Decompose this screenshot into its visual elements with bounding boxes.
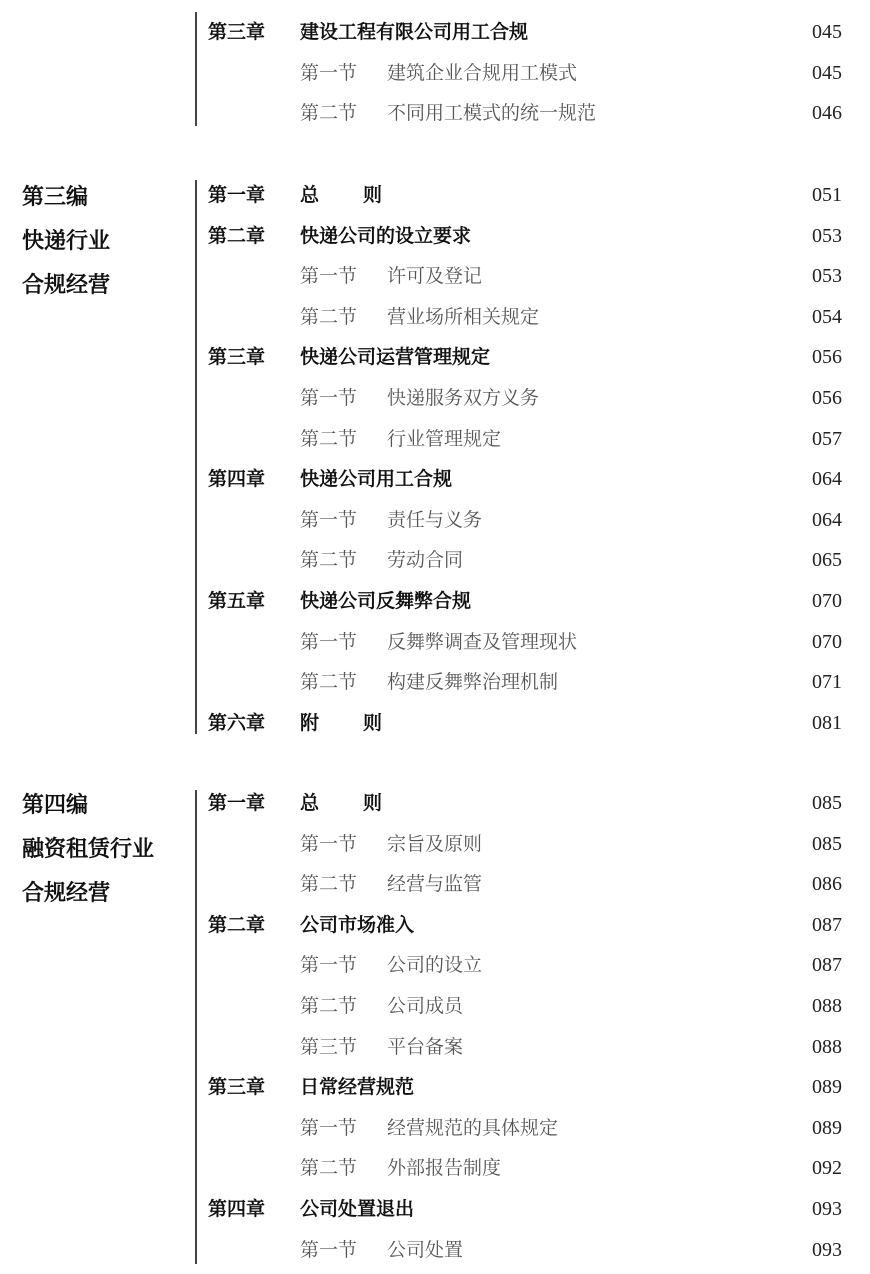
section-number: 第二节 <box>300 306 358 328</box>
chapter-number: 第二章 <box>208 914 266 936</box>
toc-chapter-entry[interactable] <box>0 459 870 499</box>
section-title: 经营与监管 <box>387 873 483 895</box>
page-number: 089 <box>812 1076 842 1098</box>
toc-section-entry[interactable] <box>0 1230 870 1270</box>
section-title: 构建反舞弊治理机制 <box>387 671 559 693</box>
toc-chapter-entry[interactable] <box>0 905 870 945</box>
toc-section-entry[interactable] <box>0 378 870 418</box>
section-number: 第二节 <box>300 428 358 450</box>
part-title-line: 第四编 <box>22 792 89 818</box>
chapter-title: 快递公司用工合规 <box>300 468 453 490</box>
page-number: 093 <box>812 1198 842 1220</box>
section-number: 第一节 <box>300 509 358 531</box>
part-title-line: 快递行业 <box>22 228 111 254</box>
section-title: 外部报告制度 <box>387 1157 502 1179</box>
section-number: 第二节 <box>300 995 358 1017</box>
page-number: 065 <box>812 549 842 571</box>
page-number: 045 <box>812 62 842 84</box>
section-title: 不同用工模式的统一规范 <box>387 102 597 124</box>
section-title: 平台备案 <box>387 1036 464 1058</box>
chapter-title: 快递公司运营管理规定 <box>300 346 491 368</box>
chapter-number: 第二章 <box>208 225 266 247</box>
toc-section-entry[interactable] <box>0 1148 870 1188</box>
chapter-title: 公司市场准入 <box>300 914 415 936</box>
page-number: 093 <box>812 1239 842 1261</box>
toc-section-entry[interactable] <box>0 1108 870 1148</box>
part-title-line: 合规经营 <box>22 272 111 298</box>
chapter-title: 附则 <box>300 712 427 734</box>
part-title-line: 合规经营 <box>22 880 111 906</box>
page-number: 054 <box>812 306 842 328</box>
section-number: 第一节 <box>300 1239 358 1261</box>
toc-section-entry[interactable] <box>0 500 870 540</box>
section-title: 劳动合同 <box>387 549 464 571</box>
section-number: 第一节 <box>300 1117 358 1139</box>
toc-section-entry[interactable] <box>0 93 870 133</box>
toc-chapter-entry[interactable] <box>0 1067 870 1107</box>
chapter-number: 第三章 <box>208 346 266 368</box>
toc-section-entry[interactable] <box>0 53 870 93</box>
page-number: 071 <box>812 671 842 693</box>
section-number: 第一节 <box>300 62 358 84</box>
section-title: 行业管理规定 <box>387 428 502 450</box>
toc-section-entry[interactable] <box>0 1027 870 1067</box>
page-number: 092 <box>812 1157 842 1179</box>
chapter-title: 公司处置退出 <box>300 1198 415 1220</box>
toc-chapter-entry[interactable] <box>0 581 870 621</box>
toc-section-entry[interactable] <box>0 824 870 864</box>
toc-chapter-entry[interactable] <box>0 337 870 377</box>
page-number: 087 <box>812 954 842 976</box>
section-number: 第一节 <box>300 954 358 976</box>
page-number: 081 <box>812 712 842 734</box>
page-number: 064 <box>812 509 842 531</box>
toc-section-entry[interactable] <box>0 540 870 580</box>
page-number: 089 <box>812 1117 842 1139</box>
toc-section-entry[interactable] <box>0 945 870 985</box>
toc-chapter-entry[interactable] <box>0 216 870 256</box>
page-number: 056 <box>812 387 842 409</box>
chapter-number: 第一章 <box>208 184 266 206</box>
section-number: 第一节 <box>300 631 358 653</box>
chapter-number: 第五章 <box>208 590 266 612</box>
section-number: 第二节 <box>300 102 358 124</box>
toc-chapter-entry[interactable] <box>0 12 870 52</box>
page-number: 046 <box>812 102 842 124</box>
toc-section-entry[interactable] <box>0 256 870 296</box>
chapter-number: 第三章 <box>208 21 266 43</box>
chapter-number: 第四章 <box>208 1198 266 1220</box>
section-number: 第一节 <box>300 387 358 409</box>
toc-chapter-entry[interactable] <box>0 175 870 215</box>
chapter-number: 第四章 <box>208 468 266 490</box>
page-number: 057 <box>812 428 842 450</box>
toc-chapter-entry[interactable] <box>0 703 870 743</box>
toc-section-entry[interactable] <box>0 986 870 1026</box>
section-number: 第一节 <box>300 265 358 287</box>
toc-section-entry[interactable] <box>0 864 870 904</box>
toc-chapter-entry[interactable] <box>0 783 870 823</box>
section-title: 建筑企业合规用工模式 <box>387 62 578 84</box>
page-number: 088 <box>812 1036 842 1058</box>
section-title: 公司的设立 <box>387 954 483 976</box>
section-number: 第一节 <box>300 833 358 855</box>
chapter-title: 总则 <box>300 792 427 814</box>
section-title: 宗旨及原则 <box>387 833 483 855</box>
page-number: 085 <box>812 833 842 855</box>
page-number: 053 <box>812 225 842 247</box>
toc-section-entry[interactable] <box>0 662 870 702</box>
section-title: 经营规范的具体规定 <box>387 1117 559 1139</box>
chapter-title: 建设工程有限公司用工合规 <box>300 21 529 43</box>
section-number: 第三节 <box>300 1036 358 1058</box>
toc-chapter-entry[interactable] <box>0 1189 870 1229</box>
section-title: 营业场所相关规定 <box>387 306 540 328</box>
section-title: 反舞弊调查及管理现状 <box>387 631 578 653</box>
page-number: 070 <box>812 590 842 612</box>
page-number: 056 <box>812 346 842 368</box>
section-number: 第二节 <box>300 549 358 571</box>
chapter-number: 第一章 <box>208 792 266 814</box>
toc-section-entry[interactable] <box>0 622 870 662</box>
section-title: 许可及登记 <box>387 265 483 287</box>
section-number: 第二节 <box>300 873 358 895</box>
section-number: 第二节 <box>300 1157 358 1179</box>
chapter-title: 快递公司反舞弊合规 <box>300 590 472 612</box>
page-number: 064 <box>812 468 842 490</box>
page-number: 053 <box>812 265 842 287</box>
page-number: 087 <box>812 914 842 936</box>
section-title: 公司成员 <box>387 995 464 1017</box>
section-number: 第二节 <box>300 671 358 693</box>
part-title-line: 第三编 <box>22 184 89 210</box>
page-number: 088 <box>812 995 842 1017</box>
chapter-title: 日常经营规范 <box>300 1076 415 1098</box>
page-number: 085 <box>812 792 842 814</box>
chapter-number: 第三章 <box>208 1076 266 1098</box>
chapter-number: 第六章 <box>208 712 266 734</box>
section-title: 责任与义务 <box>387 509 483 531</box>
chapter-title: 总则 <box>300 184 427 206</box>
section-title: 公司处置 <box>387 1239 464 1261</box>
section-title: 快递服务双方义务 <box>387 387 540 409</box>
toc-section-entry[interactable] <box>0 297 870 337</box>
page-number: 051 <box>812 184 842 206</box>
page-number: 086 <box>812 873 842 895</box>
page-number: 070 <box>812 631 842 653</box>
chapter-title: 快递公司的设立要求 <box>300 225 472 247</box>
page-number: 045 <box>812 21 842 43</box>
toc-section-entry[interactable] <box>0 419 870 459</box>
part-title-line: 融资租赁行业 <box>22 836 155 862</box>
